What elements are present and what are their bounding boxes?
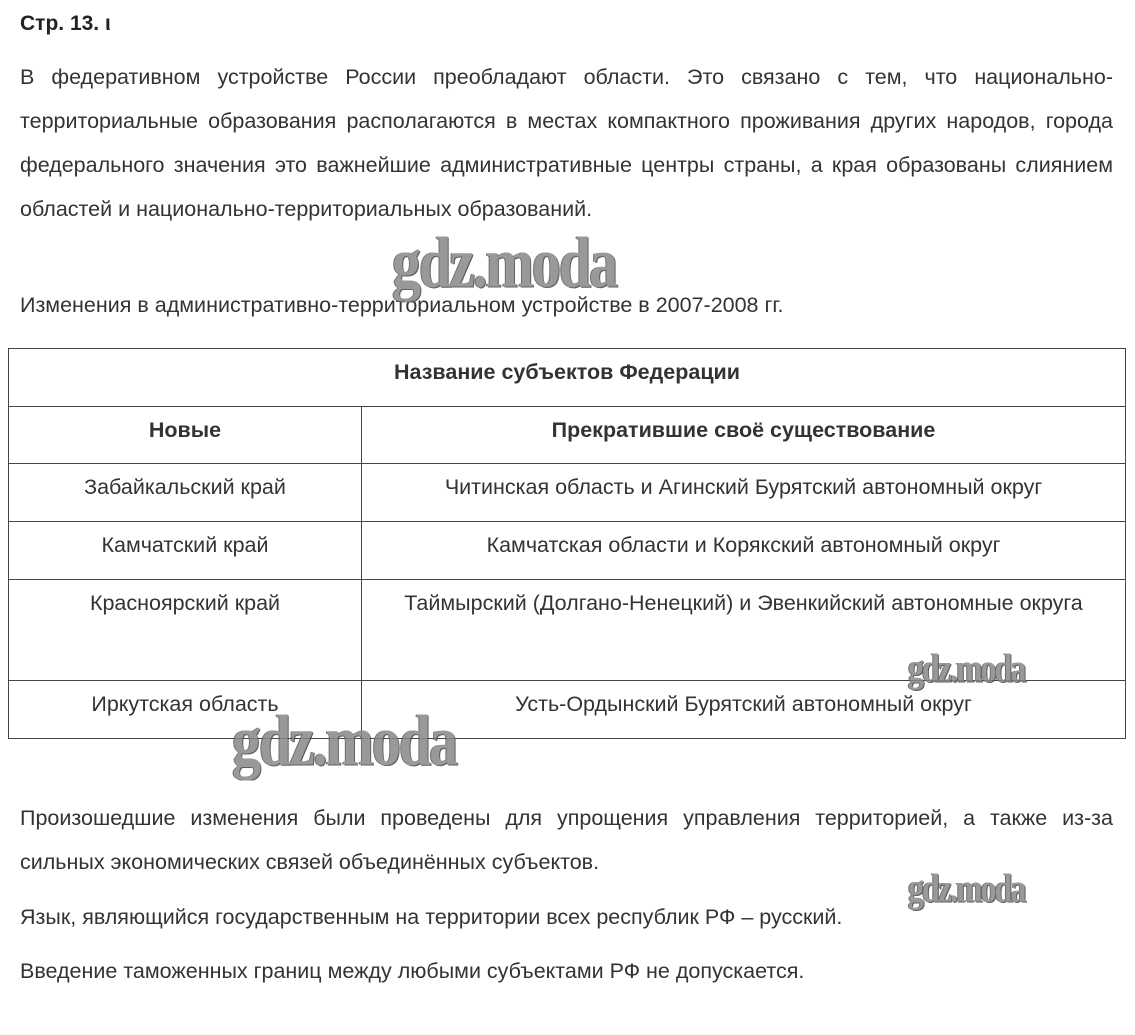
table-row <box>9 522 1126 580</box>
paragraph-customs: Введение таможенных границ между любыми субъектами РФ не допускается. <box>20 959 805 983</box>
table-cell: Камчатская области и Корякский автономный округ <box>362 522 1126 580</box>
paragraph-changes-heading: Изменения в административно-территориальном устройстве в 2007-2008 гг. <box>20 293 784 317</box>
page-title: Стр. 13. ι <box>20 12 111 35</box>
table-cell: Иркутская область <box>9 681 362 739</box>
watermark: gdz.moda <box>908 645 1025 690</box>
paragraph-reasons: Произошедшие изменения были проведены для упрощения управления территорией, а также из-за сильных экономических связей объединённых субъектов. <box>20 806 1113 874</box>
table-cell: Камчатский край <box>9 522 362 580</box>
watermark: gdz.moda <box>908 865 1025 910</box>
table-cell: Усть-Ордынский Бурятский автономный округ <box>362 681 1126 739</box>
watermark: gdz.moda <box>232 699 457 781</box>
paragraph-federal-structure: В федеративном устройстве России преобладают области. Это связано с тем, что национально-территориальные образования располагаются в местах компактного проживания других народов, города федерального значения это важнейшие административные центры страны, а края образованы слиянием областей и национально-территориальных образований. <box>20 65 1113 221</box>
watermark: gdz.moda <box>392 221 617 303</box>
table-cell: Забайкальский край <box>9 464 362 522</box>
paragraph-language: Язык, являющийся государственным на территории всех республик РФ – русский. <box>20 905 843 929</box>
column-header-ceased: Прекратившие своё существование <box>362 407 1126 464</box>
table-cell: Красноярский край <box>9 580 362 681</box>
column-header-new: Новые <box>9 407 362 464</box>
table-row <box>9 464 1126 522</box>
table-cell: Читинская область и Агинский Бурятский автономный округ <box>362 464 1126 522</box>
table-cell: Таймырский (Долгано-Ненецкий) и Эвенкийский автономные округа <box>362 580 1126 681</box>
table-caption: Название субъектов Федерации <box>9 349 1126 407</box>
